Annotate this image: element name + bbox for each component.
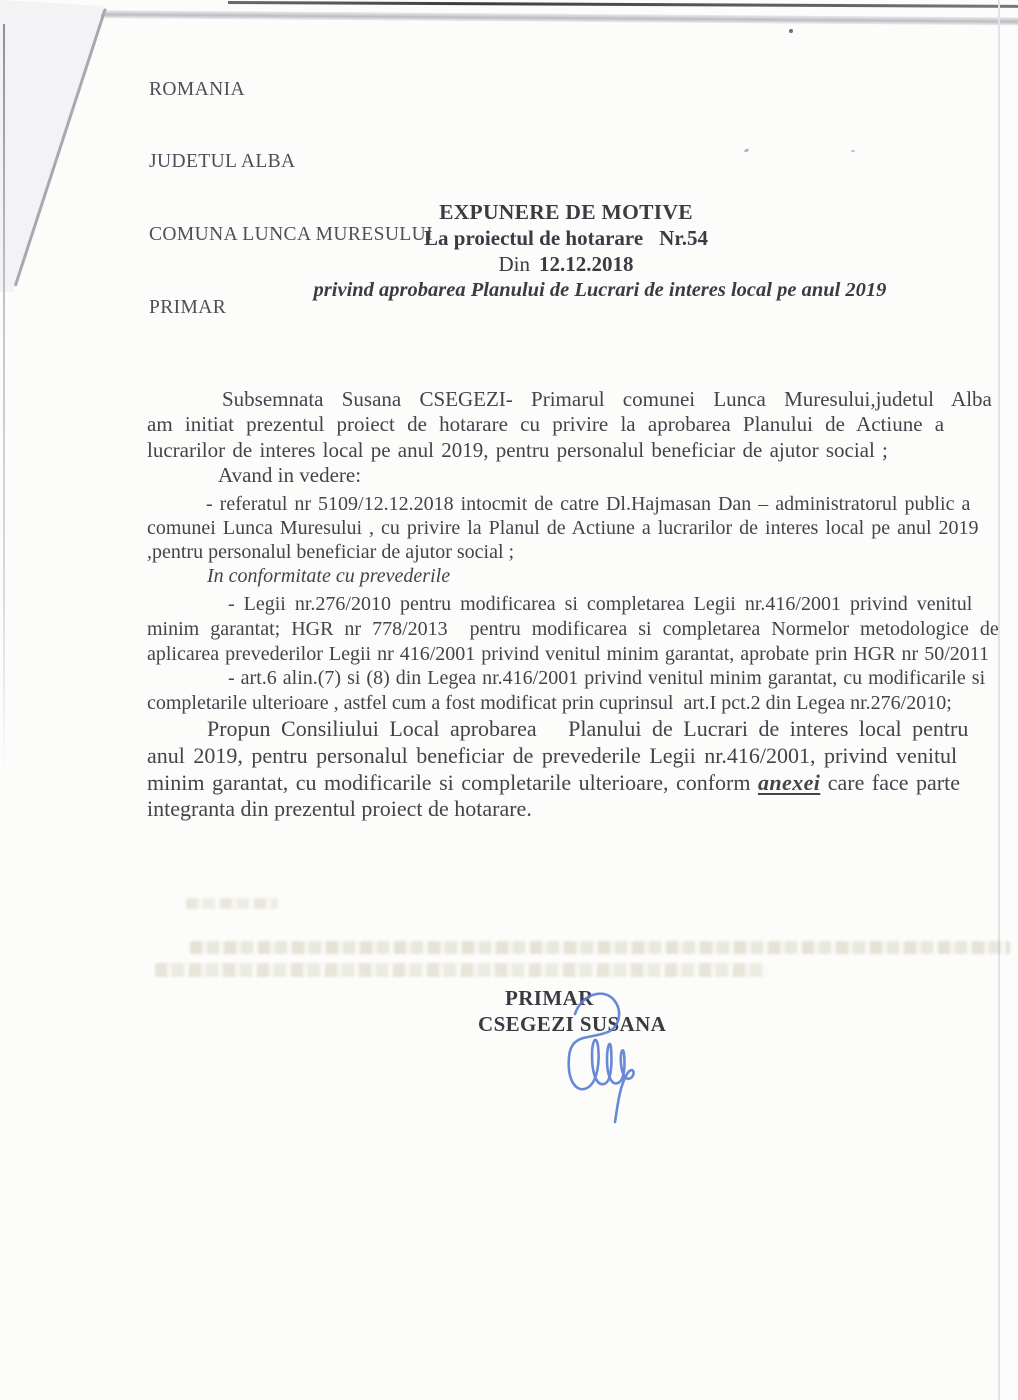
body-line-text: minim garantat, cu modificarile si completarile ulterioare, conform [147,769,758,795]
document-date: 12.12.2018 [539,252,634,276]
letterhead-commune: COMUNA LUNCA MURESULUI [149,224,433,246]
anexei-emphasis: anexei [758,769,821,795]
body-line: am initiat prezentul proiect de hotarare cu privire la aprobarea Planului de Actiune a [147,412,945,437]
paragraph-intro [147,387,1018,489]
signature-role: PRIMAR [505,986,594,1010]
scan-top-edge-line [228,1,1018,8]
body-line-text: care face parte [820,769,960,795]
body-line: Subsemnata Susana CSEGEZI- Primarul comunei Lunca Muresului,judetul Alba [222,387,992,411]
scan-left-edge-line [3,24,5,774]
scan-speck [851,150,855,152]
document-title: EXPUNERE DE MOTIVE [439,200,693,224]
scan-speck [789,29,793,33]
letterhead-office: PRIMAR [149,297,227,319]
body-line: minim garantat; HGR nr 778/2013 pentru modificarea si completarea Normelor metodologice de [147,617,999,640]
document-subject: privind aprobarea Planului de Lucrari de interes local pe anul 2019 [313,279,887,301]
signature-name: CSEGEZI SUSANA [478,1012,667,1036]
decision-number: Nr.54 [659,226,708,250]
paragraph-proposal [147,716,1018,823]
body-line: lucrarilor de interes local pe anul 2019, pentru personalul beneficiar de ajutor social ; [147,437,888,462]
paragraph-legal-basis [147,592,1018,716]
paragraph-referat [147,492,1018,588]
ghost-text-smudge [186,898,278,909]
letterhead-country: ROMANIA [149,78,245,100]
body-line [147,770,1018,797]
ghost-text-smudge [155,963,767,977]
document-subtitle [147,225,985,251]
date-label: Din [498,252,530,276]
body-line: Propun Consiliului Local aprobarea Planului de Lucrari de interes local pentru [207,716,969,741]
scan-speck [744,148,750,153]
body-line: aplicarea prevederilor Legii nr 416/2001 privind venitul minim garantat, aprobate prin HGR nr 50/2011 [147,642,990,665]
document-title-block [147,199,985,303]
body-line: comunei Lunca Muresului , cu privire la Planul de Actiune a lucrarilor de interes local pe anul 2019 [147,517,979,539]
body-line: anul 2019, pentru personalul beneficiar de prevederile Legii nr.416/2001, privind venitul [147,742,958,768]
body-line: completarile ulterioare , astfel cum a fost modificat prin cuprinsul art.I pct.2 din Legea nr.276/2010; [147,692,952,715]
ghost-text-smudge [190,941,1010,954]
subtitle-text: La proiectul de hotarare [424,226,644,250]
body-line: In conformitate cu prevederile [207,565,451,587]
letterhead-county: JUDETUL ALBA [149,151,296,173]
body-line: - referatul nr 5109/12.12.2018 intocmit de catre Dl.Hajmasan Dan – administratorul public a [206,493,971,515]
body-line: - art.6 alin.(7) si (8) din Legea nr.416/2001 privind venitul minim garantat, cu modificarile si [228,667,986,690]
body-line: Avand in vedere: [218,463,362,488]
scan-top-edge-shadow [84,10,1018,25]
document-date-line [147,251,985,277]
body-line: - Legii nr.276/2010 pentru modificarea si completarea Legii nr.416/2001 privind venitul [228,593,973,615]
body-line: integranta din prezentul proiect de hotarare. [147,796,532,822]
body-line: ,pentru personalul beneficiar de ajutor social ; [147,541,515,563]
